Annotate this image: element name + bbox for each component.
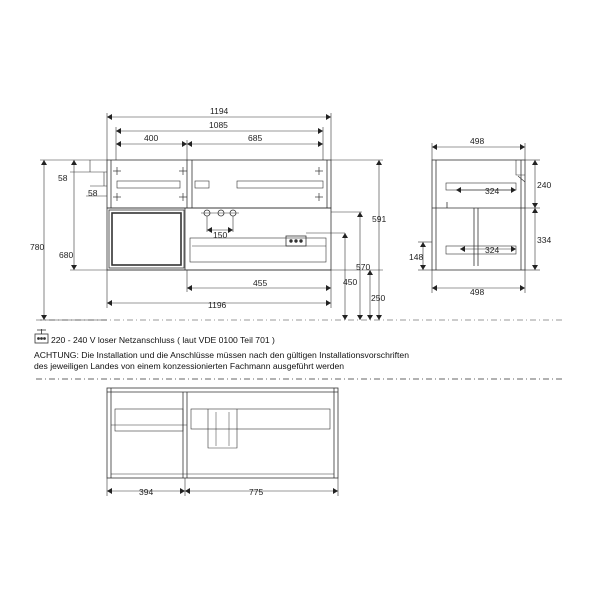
dim-58-b: 58 xyxy=(88,188,98,198)
dim-334: 334 xyxy=(537,235,552,245)
dim-498-top: 498 xyxy=(470,136,485,146)
power-note: 220 - 240 V loser Netzanschluss ( laut VDE 0100 Teil 701 ) xyxy=(51,335,275,345)
dim-450: 450 xyxy=(343,277,358,287)
dim-1194: 1194 xyxy=(210,106,229,116)
dim-591: 591 xyxy=(372,214,387,224)
dim-240: 240 xyxy=(537,180,552,190)
dim-400: 400 xyxy=(144,133,159,143)
dim-780: 780 xyxy=(30,242,45,252)
dim-680: 680 xyxy=(59,250,74,260)
front-view xyxy=(107,160,331,270)
countertop xyxy=(107,160,331,208)
side-view xyxy=(432,160,525,270)
dim-775: 775 xyxy=(249,487,264,497)
dim-1085: 1085 xyxy=(209,120,228,130)
dim-324-bottom: 324 xyxy=(485,245,500,255)
dim-250: 250 xyxy=(371,293,386,303)
dim-150: 150 xyxy=(213,230,228,240)
front-dimensions xyxy=(36,113,565,320)
warning-line-1: ACHTUNG: Die Installation und die Anschlüsse müssen nach den gültigen Installationsvorschriften xyxy=(34,350,409,360)
dim-1196: 1196 xyxy=(208,300,227,310)
top-dim-labels xyxy=(139,487,263,497)
dim-58-a: 58 xyxy=(58,173,68,183)
dim-498-bottom: 498 xyxy=(470,287,485,297)
power-connection-icon xyxy=(35,329,48,343)
dim-394: 394 xyxy=(139,487,154,497)
dim-455: 455 xyxy=(253,278,268,288)
dim-685: 685 xyxy=(248,133,263,143)
dim-148: 148 xyxy=(409,252,424,262)
dim-324-top: 324 xyxy=(485,186,500,196)
top-view xyxy=(36,379,565,478)
dim-570: 570 xyxy=(356,262,371,272)
warning-line-2: des jeweiligen Landes von einem konzessionierten Fachmann ausgeführt werden xyxy=(34,361,345,371)
